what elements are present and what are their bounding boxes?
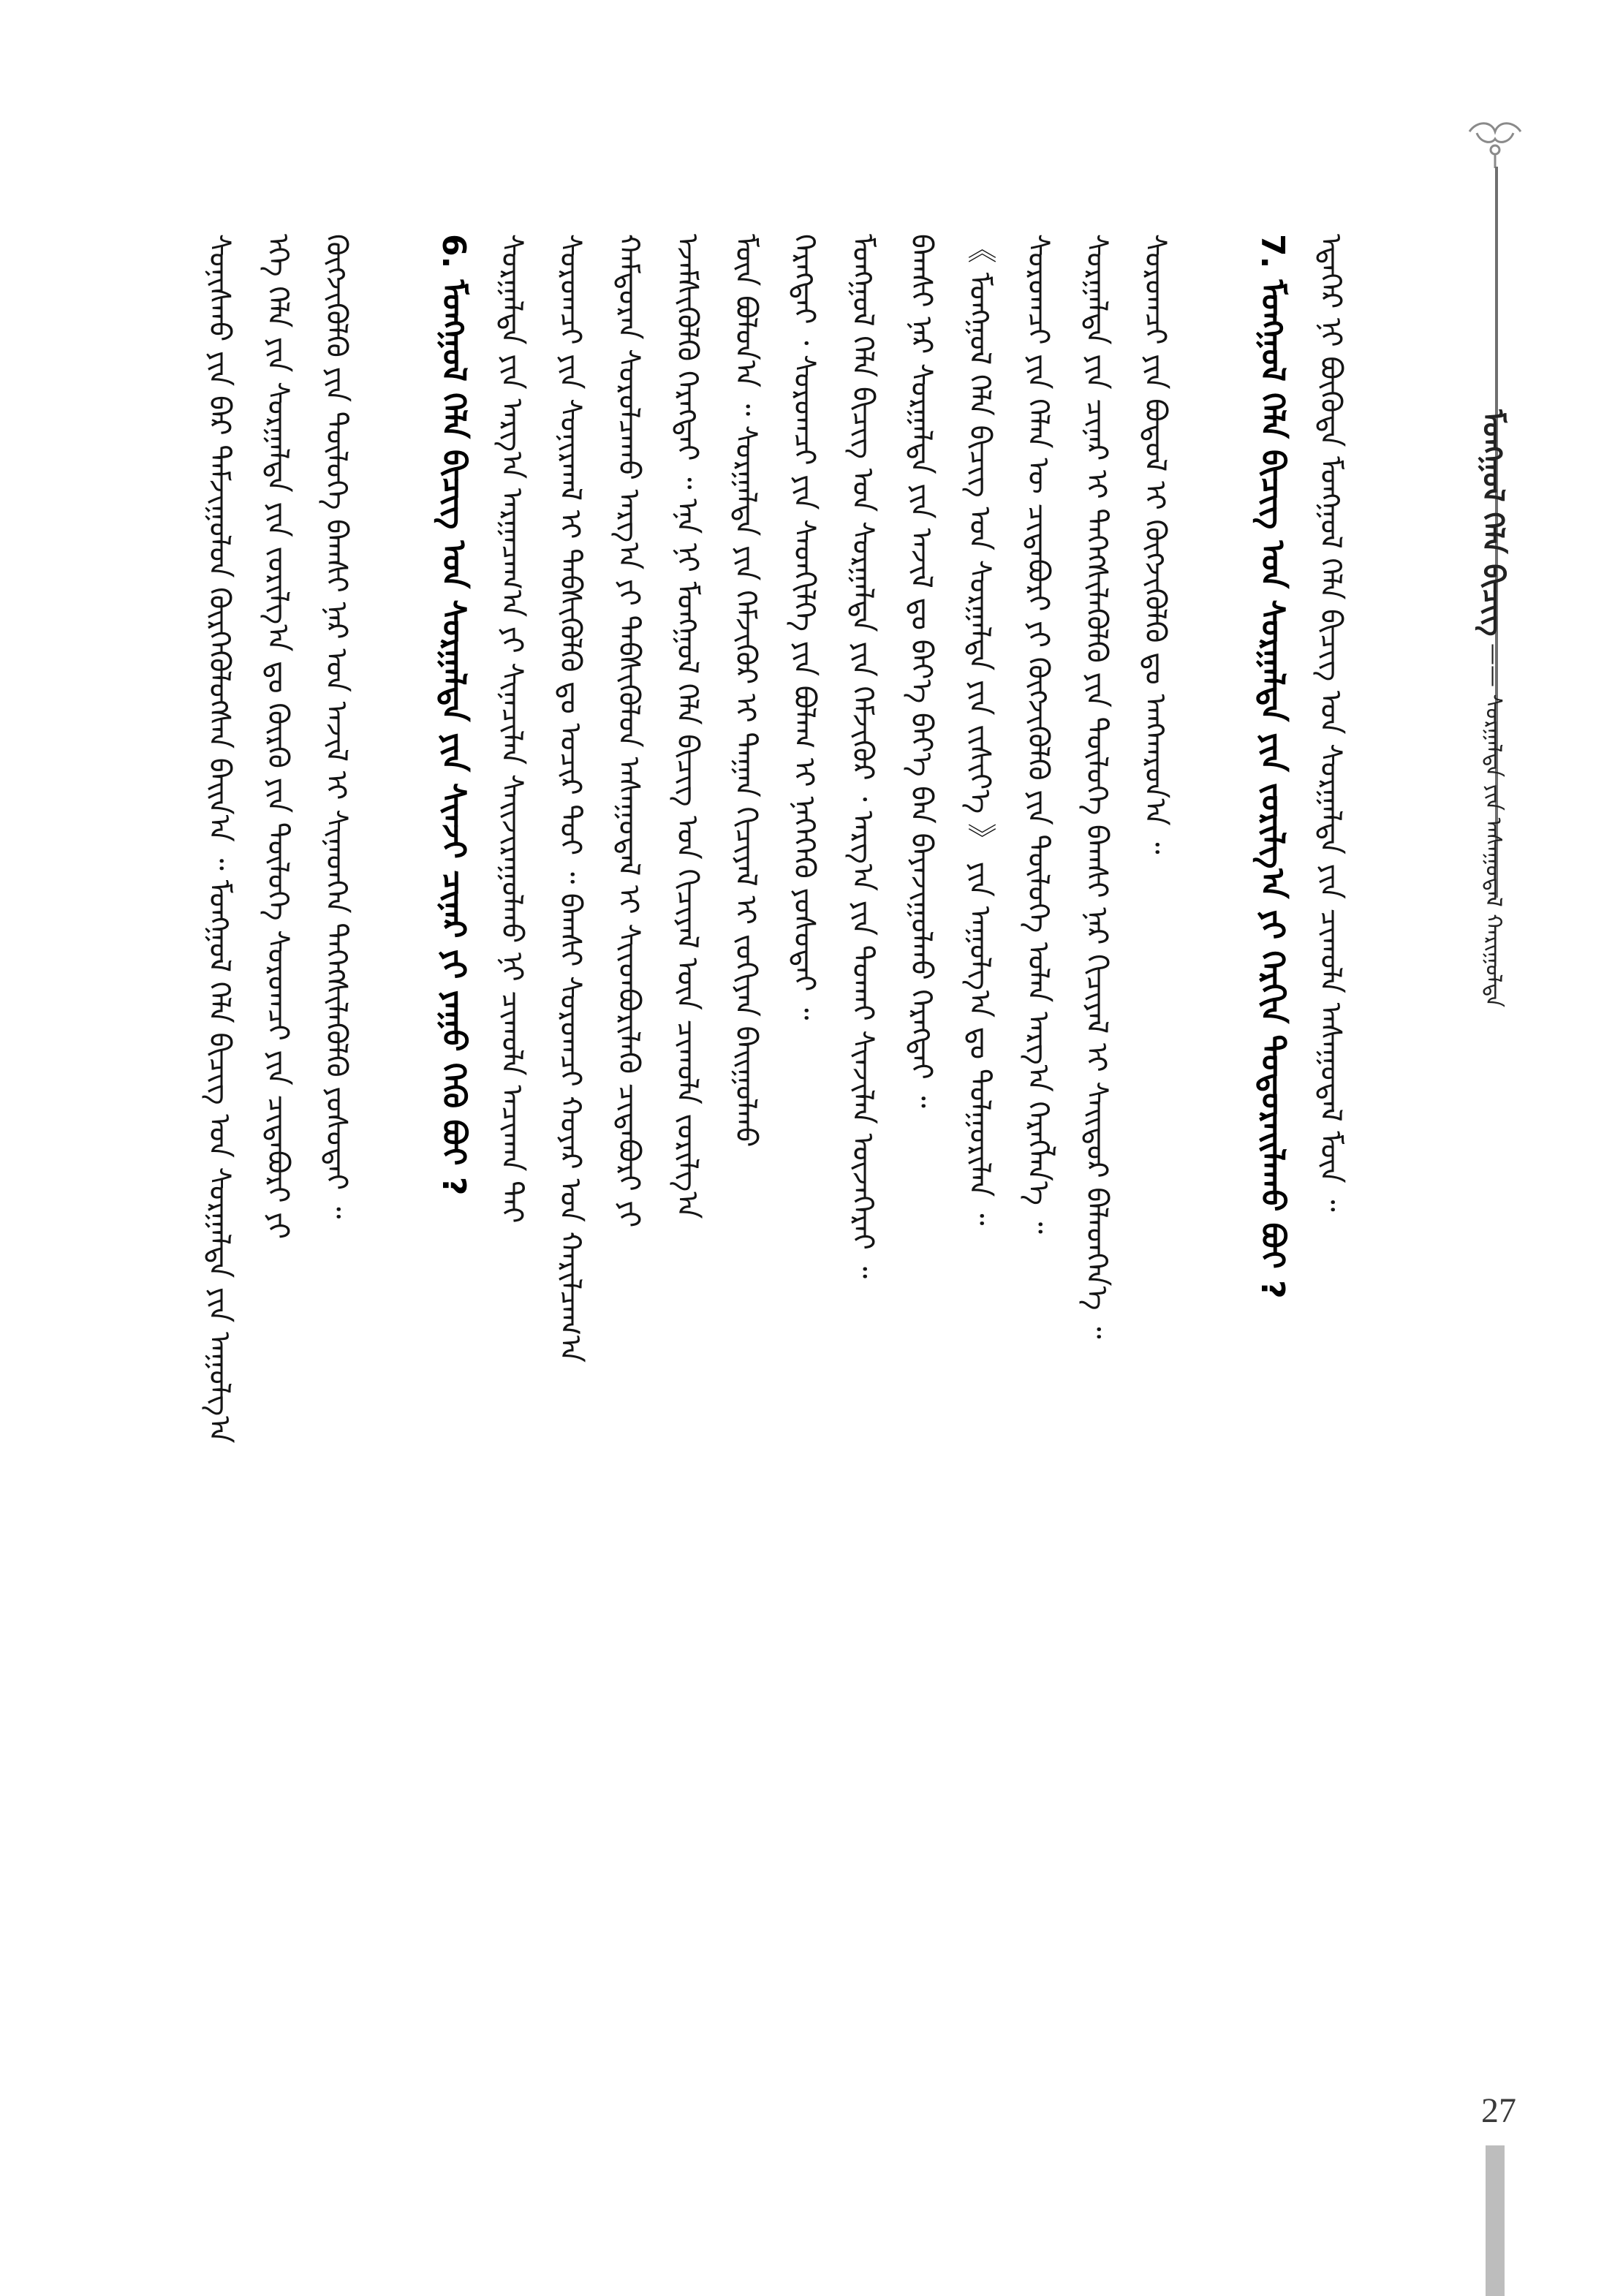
section-6-number: 6. (435, 234, 472, 269)
body-column-16: ᠡᠳᠡᠭᠡᠷ ᠨᠢ ᠪᠦᠭᠦᠳᠡ ᠮᠣᠩᠭᠣᠯ ᠬᠡᠯᠡ ᠪᠢᠴᠢᠭ ᠤᠨ ᠰᠤᠷᠭᠠᠯᠲᠠ ᠶᠢᠨ ᠴᠢᠬᠤᠯᠠ ᠠᠰᠠᠭᠤᠳᠠᠯ ᠮᠥᠨ ᠃ (1314, 234, 1347, 1212)
body-column-10: ᠮᠣᠩᠭᠣᠯ ᠬᠡᠯᠡ ᠪᠢᠴᠢᠭ ᠤᠨ ᠰᠤᠷᠭᠠᠯᠲᠠ ᠶᠢᠨ ᠬᠡᠮᠵᠢᠭᠦᠷ ᠂ ᠠᠷᠭ᠎ᠠ ᠶᠢᠨ ᠲᠤᠬᠠᠢ ᠰᠢᠨᠵᠢᠯᠡᠨ ᠦᠵᠡᠭᠡᠷᠡᠢ ᠃ (846, 234, 879, 1279)
section-7-number: 7. (1254, 234, 1291, 269)
body-column-5: ᠰᠤᠷᠤᠭᠴᠢ ᠶᠢᠨ ᠰᠣᠨᠢᠷᠬᠠᠯ ᠢ ᠳᠡᠪᠰᠢᠭᠦᠯᠬᠦ ᠳᠤ ᠤᠴᠢᠷ ᠲᠣᠢ ᠃ ᠪᠠᠭᠰᠢ ᠰᠤᠷᠤᠭᠴᠢ ᠬᠣᠶᠠᠷ ᠤᠨ ᠬᠠᠷᠢᠯᠴᠠᠭ᠎ᠠ (553, 234, 587, 1363)
body-column-1: ᠰᠣᠨᠢᠰᠬᠤ ᠶᠢᠨ ᠪᠡᠷ ᠳᠠᠮᠵᠢᠭᠤᠯᠤᠨ ᠬᠦᠷᠭᠡᠭᠦᠯᠦᠭᠰᠡᠨ ᠪᠠᠢᠨ᠎ᠠ ᠃ ᠮᠣᠩᠭᠣᠯ ᠬᠡᠯᠡ ᠪᠢᠴᠢᠭ ᠤᠨ ᠰᠤᠷᠭᠠᠯᠲᠠ ᠶᠢᠨ ᠠᠭᠤᠯᠭ᠎ᠠ (203, 234, 236, 1444)
body-column-6: ᠬᠠᠮᠲᠤᠷᠠᠨ ᠰᠤᠷᠤᠯᠴᠠᠬᠤ ᠠᠷᠭ᠎ᠠ ᠶᠢ ᠳᠡᠪᠰᠢᠭᠦᠯᠦᠨ ᠠᠰᠠᠭᠤᠳᠠᠯ ᠢ ᠰᠢᠢᠳᠪᠦᠷᠢᠯᠡᠬᠦ ᠴᠢᠳᠠᠪᠤᠷᠢ ᠶᠢ (612, 234, 646, 1228)
section-7-heading (1252, 234, 1293, 2076)
body-column-8: ᠮᠥᠨ ᠪᠣᠯᠤᠨ᠎ᠠ ᠃ ᠰᠤᠷᠭᠠᠯᠲᠠ ᠶᠢᠨ ᠬᠡᠮᠵᠢᠭᠦᠷ ᠢ ᠳᠠᠭᠠᠨ ᠬᠢᠴᠢᠶᠡᠯ ᠢ ᠵᠣᠬᠢᠶᠠᠨ ᠪᠠᠢᠭᠤᠯᠬᠤ (729, 234, 763, 1148)
body-column-4: ᠰᠤᠷᠭᠠᠯᠲᠠ ᠶᠢᠨ ᠠᠷᠭ᠎ᠠ ᠠᠷᠭᠠᠴᠠᠭ᠎ᠠ ᠶᠢ ᠰᠢᠨᠡᠴᠢᠯᠡᠨ ᠰᠠᠢᠵᠢᠷᠠᠭᠤᠯᠬᠤ ᠨᠢ ᠴᠢᠬᠤᠯᠠ ᠠᠴᠢᠬᠠᠨ ᠲᠠᠢ (495, 234, 529, 1224)
body-column-11: ᠪᠠᠭᠰᠢ ᠨᠠᠷ ᠰᠤᠷᠭᠠᠯᠲᠠ ᠶᠢᠨ ᠠᠵᠢᠯ ᠳᠤ ᠪᠡᠶ᠎ᠡ ᠪᠡᠶ᠎ᠡ ᠪᠡᠨ ᠪᠠᠶᠠᠵᠢᠭᠤᠯᠬᠤ ᠬᠡᠷᠡᠭᠲᠡᠢ ᠃ (904, 234, 938, 1108)
body-column-2: ᠡᠬᠡ ᠬᠡᠯᠡ ᠶᠢᠨ ᠰᠤᠷᠭᠠᠯᠲᠠ ᠶᠢᠨ ᠵᠣᠷᠢᠯᠭ᠎ᠠ ᠳᠤ ᠬᠦᠷᠬᠦ ᠶᠢᠨ ᠲᠥᠯᠥᠭᠡ ᠰᠤᠷᠤᠭᠴᠢ ᠶᠢᠨ ᠴᠢᠳᠠᠪᠤᠷᠢ ᠶᠢ (261, 234, 295, 1240)
running-head: ᠮᠣᠩᠭᠣᠯ ᠬᠡᠯᠡ ᠪᠢᠴᠢᠭ —— ᠰᠤᠷᠭᠠᠯᠲᠠ ᠶᠢᠨ ᠠᠰᠠᠭᠤᠳᠠᠯ ᠬᠠᠷᠢᠭᠤᠯᠲᠠ (1476, 409, 1510, 1008)
section-6-title: ᠮᠣᠩᠭᠣᠯ ᠬᠡᠯᠡ ᠪᠢᠴᠢᠭ ᠤᠨ ᠰᠤᠷᠭᠠᠯᠲᠠ ᠶᠢᠨ ᠰᠢᠨᠵᠢ ᠴᠢᠨᠠᠷ ᠶᠢ ᠶᠠᠭᠤ ᠭᠡᠬᠦ ᠪᠤᠢ ? (435, 279, 472, 1196)
page-number: 27 (1481, 2091, 1516, 2130)
section-6-heading (433, 234, 474, 2076)
section-7-title: ᠮᠣᠩᠭᠣᠯ ᠬᠡᠯᠡ ᠪᠢᠴᠢᠭ ᠤᠨ ᠰᠤᠷᠭᠠᠯᠲᠠ ᠶᠢᠨ ᠵᠣᠷᠢᠯᠭ᠎ᠠ ᠶᠢ ᠬᠡᠷᠬᠢᠨ ᠲᠣᠳᠣᠷᠠᠢᠯᠠᠬᠤ ᠪᠤᠢ ? (1254, 279, 1291, 1299)
body-column-13: ᠰᠤᠷᠤᠭᠴᠢ ᠶᠢᠨ ᠬᠡᠯᠡᠨ ᠦ ᠴᠢᠳᠠᠪᠤᠷᠢ ᠶᠢ ᠬᠥᠭᠵᠢᠭᠦᠯᠬᠦ ᠶᠢᠨ ᠲᠥᠯᠥᠭᠡ ᠣᠯᠠᠨ ᠠᠷᠭ᠎ᠠ ᠬᠡᠷᠡᠭᠯᠡᠨ᠎ᠡ ᠃ (1021, 234, 1055, 1234)
body-column-15: ᠰᠤᠷᠤᠭᠴᠢ ᠶᠢᠨ ᠪᠣᠳᠤᠯ ᠢ ᠬᠥᠭᠵᠢᠭᠦᠯᠬᠦ ᠳᠤ ᠠᠩᠬᠠᠷᠤᠨ᠎ᠠ ᠃ (1138, 234, 1172, 855)
body-column-7: ᠡᠵᠡᠮᠰᠢᠭᠦᠯᠬᠦ ᠬᠡᠷᠡᠭᠲᠡᠢ ᠃ ᠡᠨᠡ ᠨᠢ ᠮᠣᠩᠭᠣᠯ ᠬᠡᠯᠡ ᠪᠢᠴᠢᠭ ᠤᠨ ᠬᠢᠴᠢᠶᠡᠯ ᠦᠨ ᠴᠢᠬᠤᠯᠠ ᠵᠣᠷᠢᠯᠭ᠎ᠠ (670, 234, 704, 1219)
body-column-9: ᠬᠡᠷᠡᠭᠲᠡᠢ ᠂ ᠰᠤᠷᠤᠭᠴᠢ ᠶᠢᠨ ᠰᠡᠳᠬᠢᠯᠭᠡ ᠶᠢᠨ ᠪᠤᠯᠠᠭ ᠢ ᠨᠡᠭᠡᠭᠡᠬᠦ ᠶᠣᠰᠣᠲᠠᠢ ᠃ (787, 234, 821, 1020)
body-column-3: ᠬᠥᠭᠵᠢᠭᠦᠯᠬᠦ ᠶᠢᠨ ᠲᠥᠯᠥᠭᠡ ᠪᠠᠭᠰᠢ ᠨᠠᠷ ᠤᠨ ᠠᠵᠢᠯ ᠢ ᠰᠢᠨᠡᠳᠬᠡᠨ ᠳᠡᠭᠡᠭᠰᠢᠯᠡᠭᠦᠯᠬᠦ ᠶᠣᠰᠣᠲᠠᠢ ᠃ (319, 234, 353, 1219)
body-column-12: 《 ᠮᠣᠩᠭᠣᠯ ᠬᠡᠯᠡ ᠪᠢᠴᠢᠭ ᠤᠨ ᠰᠤᠷᠭᠠᠯᠲᠠ ᠶᠢᠨ ᠵᠢᠱᠢᠶ᠎ᠡ 》 ᠶᠢᠨ ᠠᠭᠤᠯᠭ᠎ᠠ ᠳᠤ ᠲᠤᠯᠭᠤᠷᠢᠯᠠᠨ ᠃ (963, 234, 996, 1226)
scroll-ornament-icon (1462, 117, 1528, 168)
body-column-14: ᠰᠤᠷᠭᠠᠯᠲᠠ ᠶᠢᠨ ᠴᠢᠨᠠᠷ ᠢ ᠳᠡᠭᠡᠭᠰᠢᠯᠡᠭᠦᠯᠬᠦ ᠶᠢᠨ ᠲᠥᠯᠥᠭᠡ ᠪᠠᠭᠰᠢ ᠨᠠᠷ ᠬᠢᠴᠢᠶᠡᠯ ᠢ ᠰᠠᠢᠲᠤᠷ ᠪᠡᠯᠡᠳᠬᠡᠨ᠎ᠡ ᠃ (1080, 234, 1113, 1339)
edge-tab (1486, 2145, 1505, 2296)
running-head-subtitle: ᠰᠤᠷᠭᠠᠯᠲᠠ ᠶᠢᠨ ᠠᠰᠠᠭᠤᠳᠠᠯ ᠬᠠᠷᠢᠭᠤᠯᠲᠠ (1480, 694, 1506, 1008)
running-head-title: ᠮᠣᠩᠭᠣᠯ ᠬᠡᠯᠡ ᠪᠢᠴᠢᠭ (1476, 409, 1510, 637)
